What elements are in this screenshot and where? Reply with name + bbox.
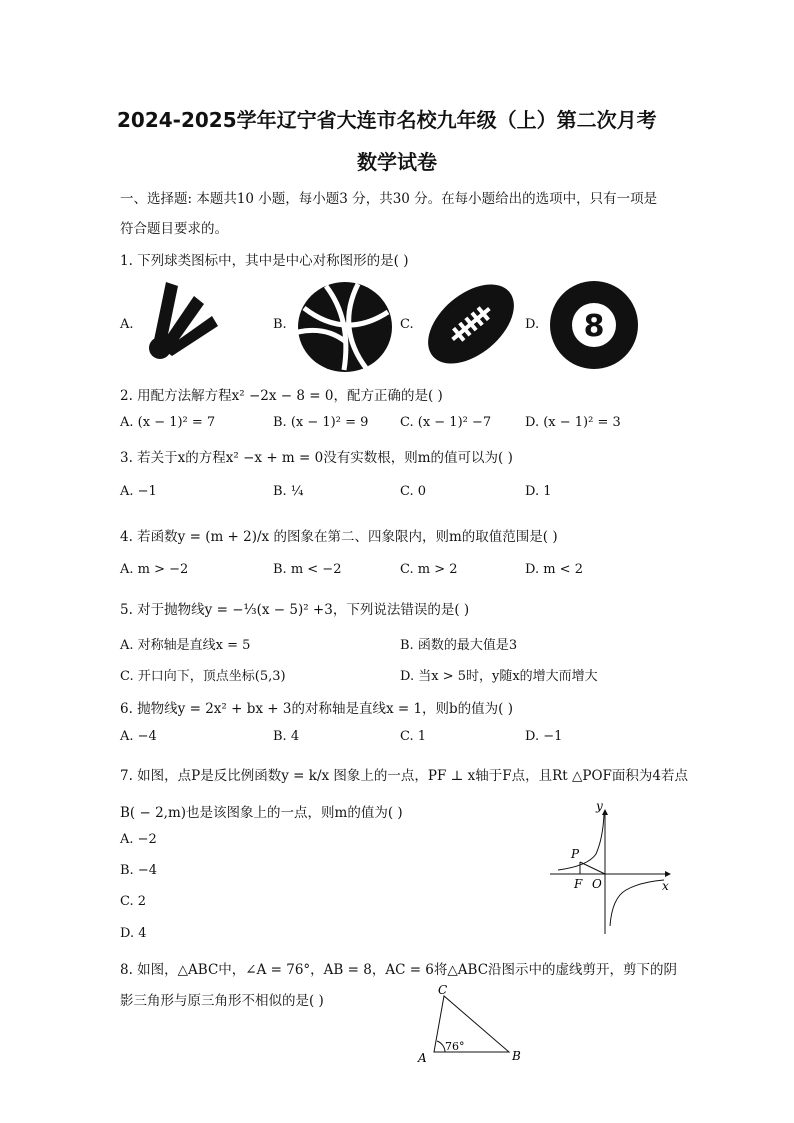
question-8-stem: 8. 如图，△ABC中，∠A = 76°，AB = 8，AC = 6将△ABC沿图示中的虚线剪开，剪下的阴 bbox=[120, 962, 678, 978]
q7-option-a: A. −2 bbox=[120, 832, 157, 847]
q8-label-a: A bbox=[418, 1051, 427, 1065]
eight-ball-number: 8 bbox=[583, 309, 605, 344]
q4-option-c: C. m > 2 bbox=[400, 562, 458, 577]
q1-option-d-label: D. bbox=[525, 317, 540, 332]
q7-label-p: P bbox=[571, 847, 580, 861]
q5-option-d: D. 当x > 5时，y随x的增大而增大 bbox=[400, 669, 598, 684]
section-instructions: 一、选择题: 本题共10 小题，每小题3 分，共30 分。在每小题给出的选项中，只有一项是 bbox=[120, 191, 658, 207]
q6-option-d: D. −1 bbox=[525, 729, 563, 744]
q8-triangle-figure bbox=[412, 980, 532, 1072]
q5-option-c: C. 开口向下，顶点坐标(5,3) bbox=[120, 669, 286, 684]
q8-label-c: C bbox=[438, 983, 448, 997]
q6-option-b: B. 4 bbox=[273, 729, 300, 744]
page-title: 2024-2025学年辽宁省大连市名校九年级（上）第二次月考 bbox=[117, 108, 657, 132]
basketball-icon bbox=[296, 280, 394, 378]
q5-option-a: A. 对称轴是直线x = 5 bbox=[120, 638, 251, 653]
question-4-stem: 4. 若函数y = (m + 2)/x 的图象在第二、四象限内，则m的取值范围是( ) bbox=[120, 529, 558, 545]
question-7-stem: 7. 如图，点P是反比例函数y = k/x 图象上的一点，PF ⊥ x轴于F点，且Rt △POF面积为4若点 bbox=[120, 768, 688, 784]
q1-option-b-label: B. bbox=[273, 317, 287, 332]
q7-hyperbola-figure bbox=[546, 798, 676, 940]
q3-option-d: D. 1 bbox=[525, 484, 552, 499]
eight-ball-icon bbox=[549, 280, 639, 374]
q7-option-c: C. 2 bbox=[120, 894, 147, 909]
q7-option-d: D. 4 bbox=[120, 926, 147, 941]
page-subtitle: 数学试卷 bbox=[357, 150, 437, 174]
q6-option-a: A. −4 bbox=[120, 729, 157, 744]
q3-option-c: C. 0 bbox=[400, 484, 427, 499]
q8-angle-label: 76° bbox=[445, 1040, 465, 1053]
q1-option-a-label: A. bbox=[120, 317, 134, 332]
question-2-stem: 2. 用配方法解方程x² −2x − 8 = 0，配方正确的是( ) bbox=[120, 388, 443, 404]
question-1-stem: 1. 下列球类图标中，其中是中心对称图形的是( ) bbox=[120, 253, 409, 269]
question-5-stem: 5. 对于抛物线y = −⅓(x − 5)² +3，下列说法错误的是( ) bbox=[120, 602, 470, 618]
q4-option-b: B. m < −2 bbox=[273, 562, 342, 577]
q3-option-a: A. −1 bbox=[120, 484, 157, 499]
q4-option-a: A. m > −2 bbox=[120, 562, 189, 577]
q6-option-c: C. 1 bbox=[400, 729, 427, 744]
question-8-stem-cont: 影三角形与原三角形不相似的是( ) bbox=[120, 993, 324, 1009]
q8-label-b: B bbox=[512, 1049, 521, 1063]
q4-option-d: D. m < 2 bbox=[525, 562, 583, 577]
question-7-stem-cont: B( − 2,m)也是该图象上的一点，则m的值为( ) bbox=[120, 805, 403, 821]
q7-label-o: O bbox=[592, 877, 602, 891]
section-instructions-cont: 符合题目要求的。 bbox=[120, 221, 228, 237]
football-icon bbox=[421, 278, 521, 374]
q2-option-b: B. (x − 1)² = 9 bbox=[273, 415, 369, 430]
q5-option-b: B. 函数的最大值是3 bbox=[400, 638, 518, 653]
q3-option-b: B. ¼ bbox=[273, 484, 304, 499]
q1-option-c-label: C. bbox=[400, 317, 414, 332]
q7-label-y: y bbox=[596, 799, 603, 813]
q2-option-a: A. (x − 1)² = 7 bbox=[120, 415, 216, 430]
q7-option-b: B. −4 bbox=[120, 863, 157, 878]
q2-option-c: C. (x − 1)² −7 bbox=[400, 415, 492, 430]
shuttlecock-icon bbox=[146, 278, 222, 366]
q7-label-x: x bbox=[662, 879, 669, 893]
question-3-stem: 3. 若关于x的方程x² −x + m = 0没有实数根，则m的值可以为( ) bbox=[120, 450, 513, 466]
q7-label-f: F bbox=[574, 877, 583, 891]
question-6-stem: 6. 抛物线y = 2x² + bx + 3的对称轴是直线x = 1，则b的值为( ) bbox=[120, 701, 514, 717]
q2-option-d: D. (x − 1)² = 3 bbox=[525, 415, 621, 430]
